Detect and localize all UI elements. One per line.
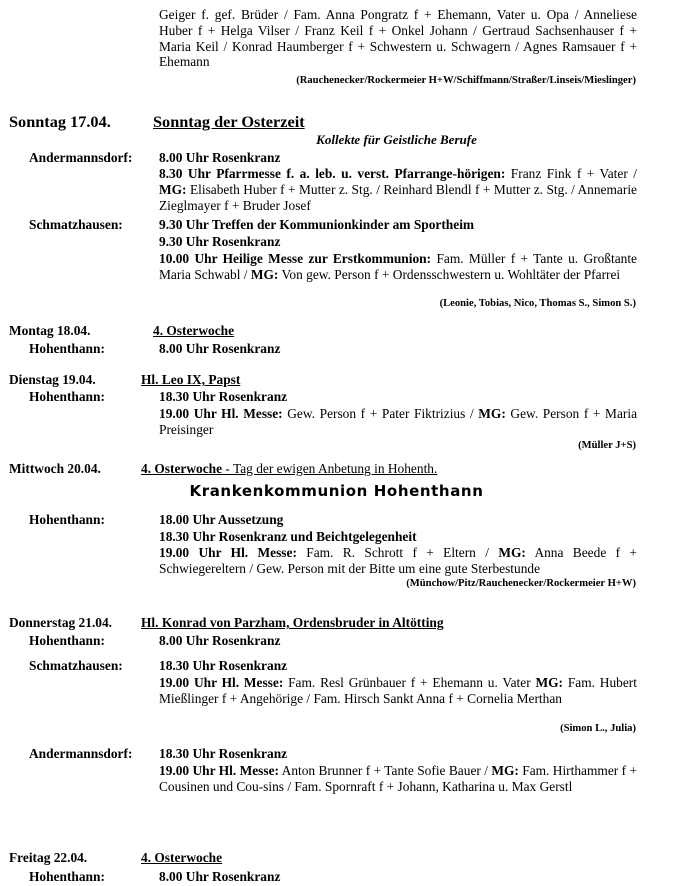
service-line: 8.00 Uhr Rosenkranz (159, 869, 281, 884)
place-label: Schmatzhausen: (29, 217, 123, 232)
service-line: 18.30 Uhr Rosenkranz (159, 658, 288, 673)
service-line: 10.00 Uhr Heilige Messe zur Erstkommunion: Fam. Müller f + Tante u. Großtante Maria Schwabl / MG: Von gew. Person f + Ordensschwestern u. Wohltäter der Pfarrei (159, 251, 638, 282)
altar-servers: (Leonie, Tobias, Nico, Thomas S., Simon S.) (439, 298, 636, 309)
altar-servers: (Münchow/Pitz/Rauchenecker/Rockermeier H+W) (406, 578, 636, 589)
day-title: 4. Osterwoche (153, 323, 235, 338)
day-heading-monday (9, 323, 234, 339)
day-date: Sonntag 17.04. (9, 112, 111, 131)
day-title: 4. Osterwoche (141, 461, 223, 476)
service-line: 18.30 Uhr Rosenkranz (159, 389, 288, 404)
service-line: 8.00 Uhr Rosenkranz (159, 341, 281, 356)
day-date: Montag 18.04. (9, 323, 91, 338)
place-label: Hohenthann: (29, 869, 105, 884)
day-heading-tuesday (9, 372, 240, 388)
altar-servers: (Müller J+S) (578, 440, 636, 451)
service-line: 19.00 Uhr Hl. Messe: Gew. Person f + Pater Fiktrizius / MG: Gew. Person f + Maria Preisinger (159, 406, 638, 437)
day-heading-thursday (9, 615, 444, 631)
place-label: Hohenthann: (29, 512, 105, 527)
service-line: 18.00 Uhr Aussetzung (159, 512, 284, 527)
place-label: Hohenthann: (29, 633, 105, 648)
service-line: 8.00 Uhr Rosenkranz (159, 633, 281, 648)
day-title: Sonntag der Osterzeit (153, 112, 305, 131)
service-line: 9.30 Uhr Treffen der Kommunionkinder am Sportheim (159, 217, 475, 232)
day-date: Mittwoch 20.04. (9, 461, 101, 476)
place-label: Andermannsdorf: (29, 150, 133, 165)
collection-note: Kollekte für Geistliche Berufe (316, 132, 477, 147)
altar-servers: (Rauchenecker/Rockermeier H+W/Schiffmann/Straßer/Linseis/Mieslinger) (296, 75, 636, 86)
day-date: Dienstag 19.04. (9, 372, 96, 387)
day-date: Donnerstag 21.04. (9, 615, 113, 630)
day-heading-friday (9, 850, 222, 866)
day-title: 4. Osterwoche (141, 850, 223, 865)
service-line: 19.00 Uhr Hl. Messe: Fam. Resl Grünbauer f + Ehemann u. Vater MG: Fam. Hubert Mießlinger f + Angehörige / Fam. Hirsch Sankt Anna f + Cornelia Merthan (159, 675, 637, 706)
day-heading-wednesday (9, 461, 437, 477)
place-label: Hohenthann: (29, 341, 105, 356)
day-title: Hl. Konrad von Parzham, Ordensbruder in Altötting (141, 615, 444, 630)
day-title: Hl. Leo IX, Papst (141, 372, 241, 387)
service-line: 8.30 Uhr Pfarrmesse f. a. leb. u. verst. Pfarrange-hörigen: Franz Fink f + Vater / MG: Elisabeth Huber f + Mutter z. Stg. / Reinhard Blendl f + Mutter z. Stg. / Annemarie Zieglmayer f + Bruder Josef (159, 166, 638, 213)
place-label: Hohenthann: (29, 389, 105, 404)
place-label: Andermannsdorf: (29, 746, 133, 761)
sick-communion-banner: Krankenkommunion Hohenthann (189, 482, 484, 500)
place-label: Schmatzhausen: (29, 658, 123, 673)
intentions-text: Geiger f. gef. Brüder / Fam. Anna Pongratz f + Ehemann, Vater u. Opa / Anneliese Huber f + Helga Vilser / Franz Keil f + Onkel Johann / Gertraud Sachsenhauser f + Maria Keil / Konrad Haumberger f + Schwestern u. Schwagern / Agnes Ramsauer f + Ehemann (159, 7, 637, 70)
service-line: 19.00 Uhr Hl. Messe: Anton Brunner f + Tante Sofie Bauer / MG: Fam. Hirthammer f + Cousinen und Cou-sins / Fam. Spornraft f + Johann, Katharina u. Max Gerstl (159, 763, 637, 794)
service-line: 18.30 Uhr Rosenkranz und Beichtgelegenheit (159, 529, 417, 544)
day-title-note: - Tag der ewigen Anbetung in Hohenth. (222, 461, 438, 476)
day-date: Freitag 22.04. (9, 850, 88, 865)
altar-servers: (Simon L., Julia) (560, 723, 636, 734)
service-line: 19.00 Uhr Hl. Messe: Fam. R. Schrott f + Eltern / MG: Anna Beede f + Schwiegereltern / Gew. Person mit der Bitte um eine gute Sterbestunde (159, 545, 637, 576)
day-heading-sunday (9, 112, 305, 132)
service-line: 8.00 Uhr Rosenkranz (159, 150, 281, 165)
service-line: 18.30 Uhr Rosenkranz (159, 746, 288, 761)
service-line: 9.30 Uhr Rosenkranz (159, 234, 281, 249)
